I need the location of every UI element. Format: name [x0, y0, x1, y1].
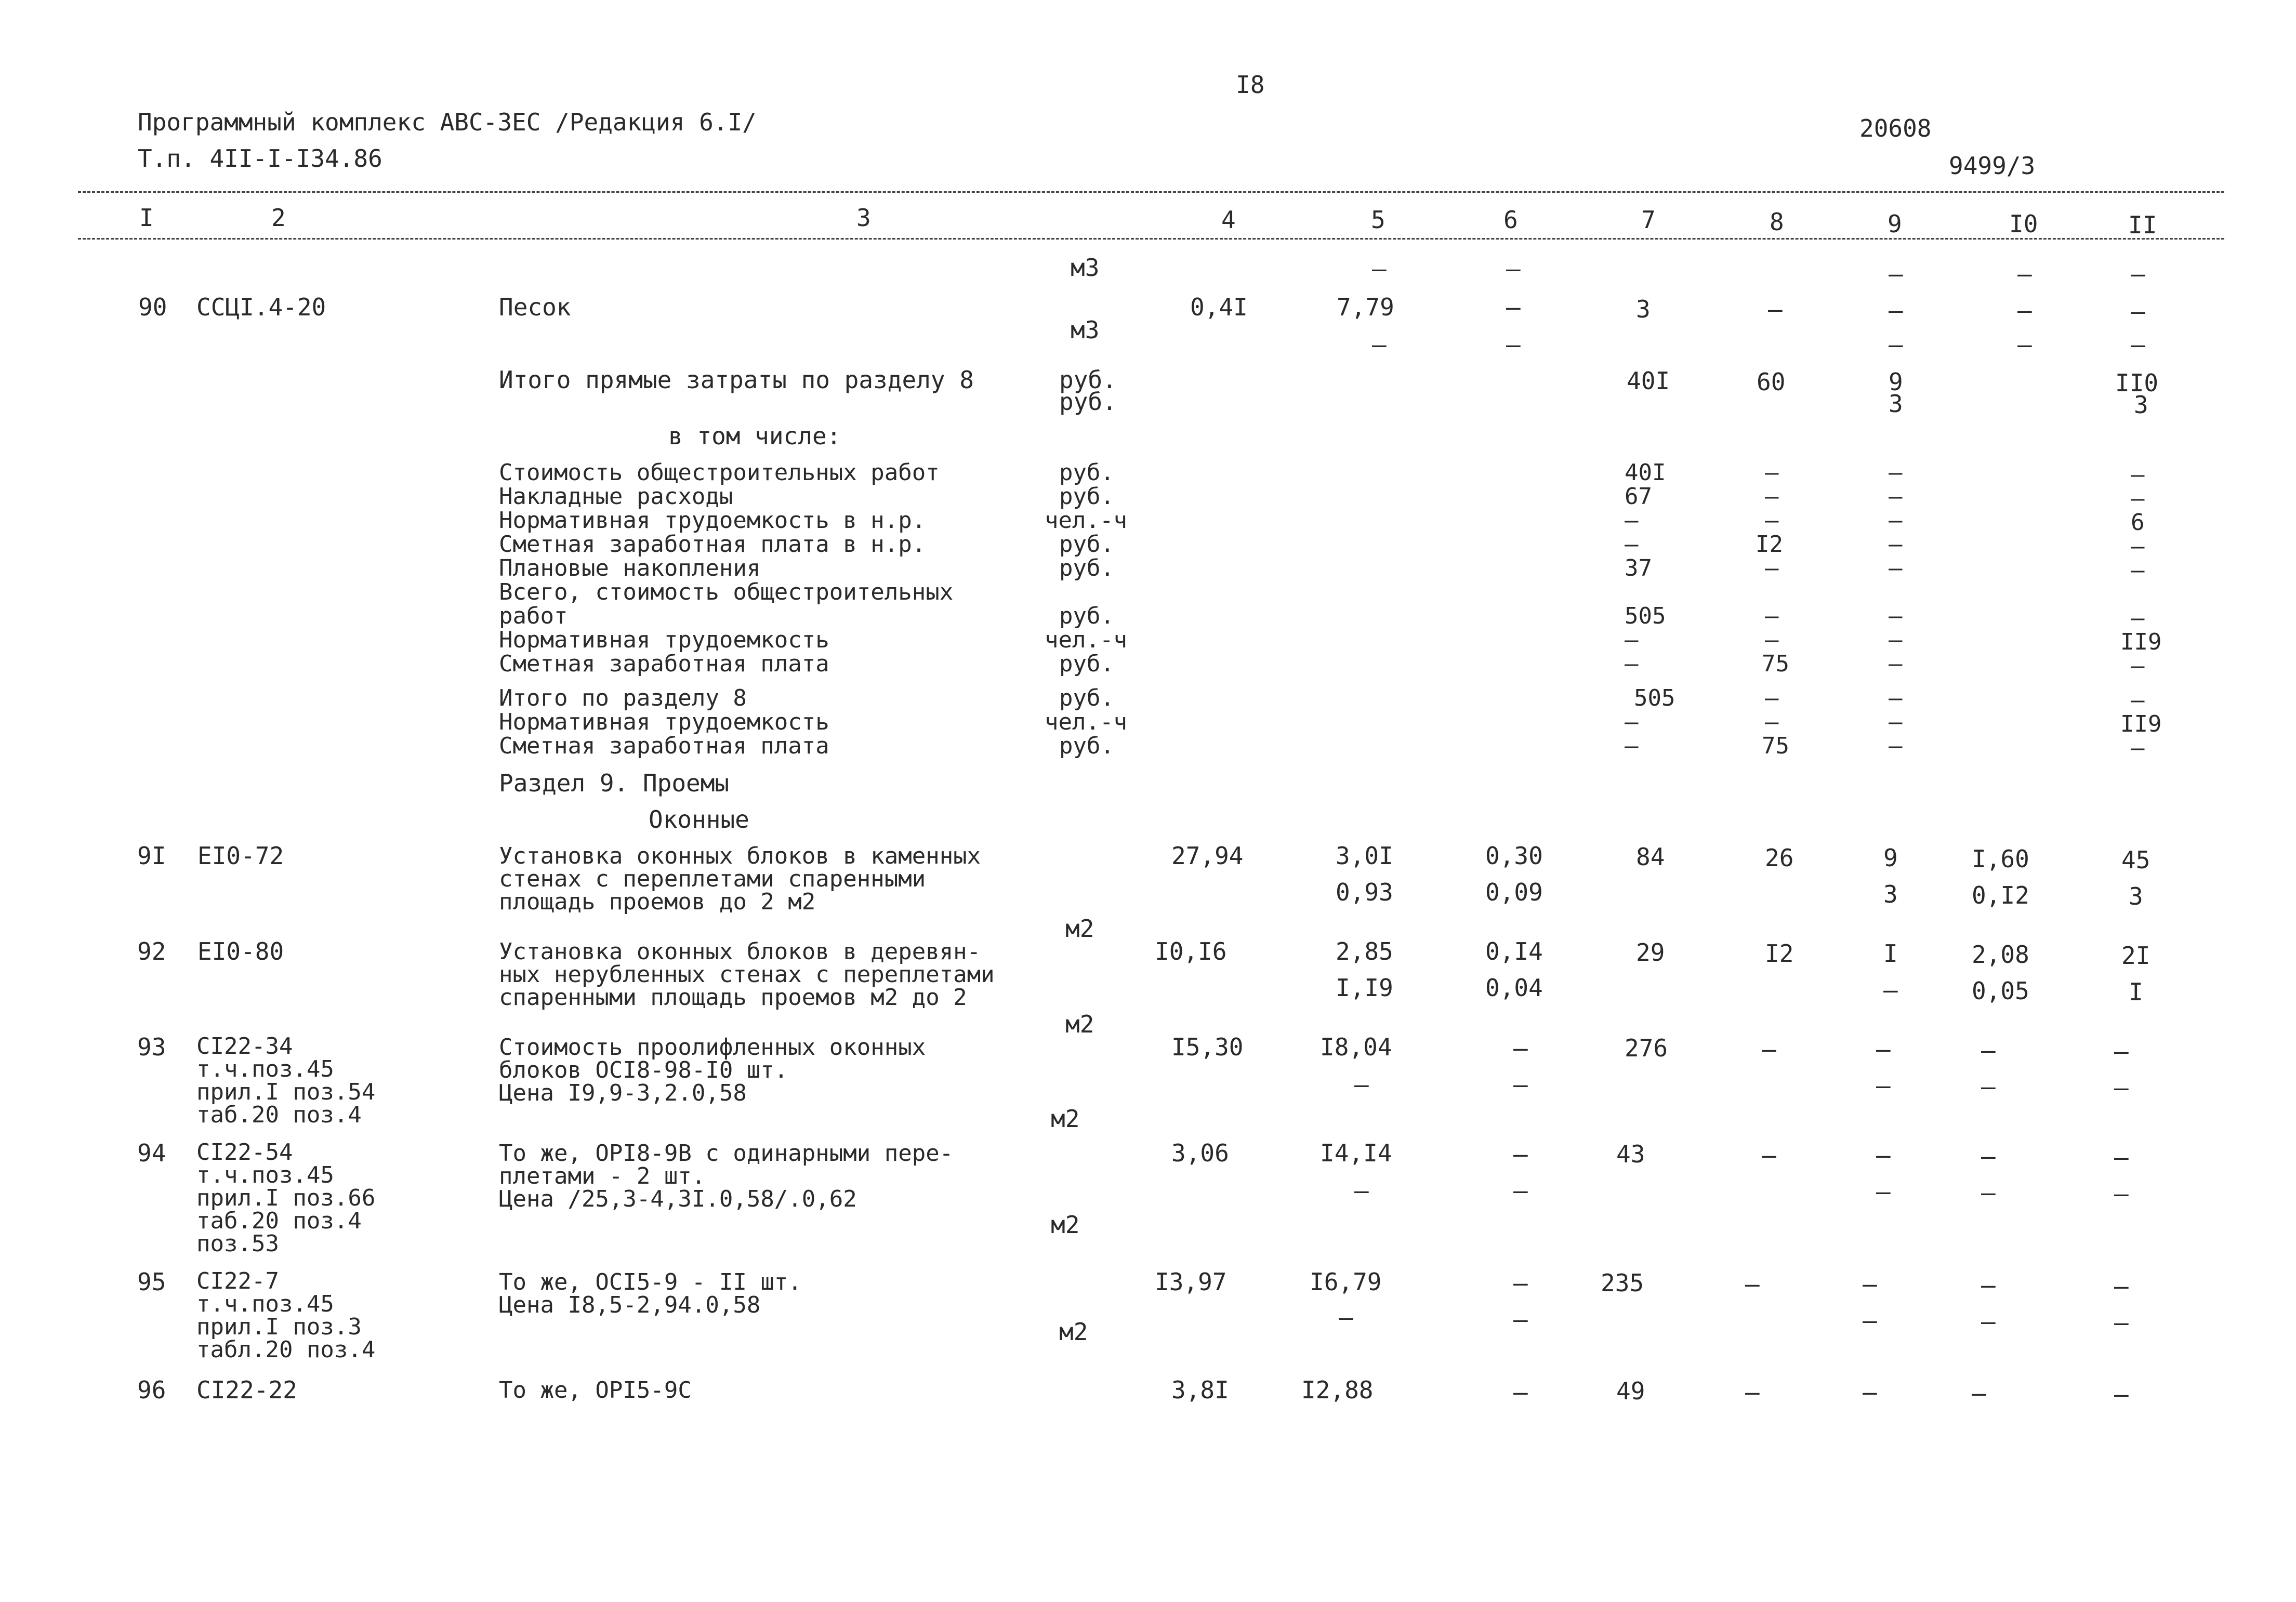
table-cell: – [2131, 533, 2145, 560]
table-cell: – [1883, 976, 1898, 1004]
table-cell-unit: руб. [1059, 733, 1114, 759]
table-cell: – [1745, 1378, 1760, 1406]
table-cell: II9 [2120, 629, 2162, 655]
table-cell-unit: руб. [1059, 651, 1114, 677]
table-cell: 3,06 [1171, 1139, 1229, 1167]
table-cell: – [2114, 1380, 2129, 1408]
table-cell: 3 [2134, 391, 2148, 419]
table-cell: – [2114, 1180, 2129, 1208]
table-cell: – [1876, 1177, 1891, 1206]
table-cell: 6 [2131, 509, 2145, 536]
table-cell: 45 [2121, 846, 2150, 874]
table-cell: I2,88 [1301, 1376, 1374, 1404]
table-cell-unit: чел.-ч [1045, 627, 1127, 653]
row-description-cont: блоков ОСI8-98-I0 шт. [499, 1057, 788, 1083]
row-description: Установка оконных блоков в деревян- [499, 938, 981, 965]
table-cell: 0,I4 [1485, 937, 1543, 965]
table-cell: – [1506, 330, 1521, 359]
table-cell: 505 [1625, 603, 1666, 629]
table-cell: 3 [1883, 880, 1898, 908]
row-description: Нормативная трудоемкость в н.р. [499, 507, 926, 534]
row-number: 94 [137, 1139, 166, 1167]
row-description-cont: Цена /25,3-4,3I.0,58/.0,62 [499, 1186, 857, 1212]
table-cell: 75 [1762, 733, 1789, 759]
project-number: Т.п. 4II-I-I34.86 [138, 144, 382, 173]
table-cell: – [1339, 1303, 1353, 1331]
program-title: Программный комплекс АВС-3ЕС /Редакция 6.I/ [138, 108, 757, 136]
table-cell: – [1889, 651, 1903, 677]
row-code-cont: т.ч.поз.45 [196, 1056, 334, 1082]
row-code: EI0-80 [197, 937, 284, 965]
table-cell: – [2114, 1037, 2129, 1065]
col-header-7: 7 [1641, 206, 1656, 234]
section-subheading: в том числе: [668, 422, 841, 450]
table-cell: I2 [1756, 531, 1783, 558]
table-cell-unit: руб. [1059, 459, 1114, 486]
table-cell: – [1981, 1271, 1996, 1299]
table-cell: – [1876, 1071, 1891, 1100]
table-cell: – [1889, 507, 1903, 534]
row-description-cont: работ [499, 603, 568, 629]
table-cell: – [1513, 1269, 1528, 1297]
row-description-cont: плетами - 2 шт. [499, 1163, 706, 1189]
table-cell: – [1889, 531, 1903, 558]
row-description-cont: стенах с переплетами спаренными [499, 866, 926, 892]
table-cell: 2,08 [1972, 941, 2029, 969]
table-cell: – [2114, 1143, 2129, 1171]
table-cell: – [1745, 1270, 1760, 1298]
table-cell: 3 [2129, 882, 2143, 910]
row-code-cont: прил.I поз.66 [196, 1185, 376, 1211]
section-heading: Раздел 9. Проемы [499, 769, 730, 797]
col-header-2: 2 [271, 204, 286, 232]
table-cell: 9 [1883, 844, 1898, 872]
table-cell: – [2131, 260, 2145, 288]
table-cell: I0,I6 [1155, 937, 1227, 965]
table-cell: – [1765, 507, 1779, 534]
table-cell: – [1762, 1141, 1776, 1169]
row-number: 93 [137, 1033, 166, 1061]
row-description-cont: спаренными площадь проемов м2 до 2 [499, 984, 967, 1011]
table-cell: 40I [1625, 459, 1666, 486]
row-code: ССЦI.4-20 [196, 293, 326, 321]
header-rule-bottom [78, 238, 2224, 240]
table-cell: 0,05 [1972, 977, 2029, 1005]
table-cell: – [1972, 1379, 1986, 1407]
table-cell: 2,85 [1336, 937, 1393, 965]
table-cell: 0,30 [1485, 842, 1543, 870]
table-cell: I [2129, 978, 2143, 1006]
table-cell: – [1889, 603, 1903, 629]
table-cell-unit: руб. [1059, 555, 1114, 581]
table-cell: 276 [1625, 1034, 1668, 1062]
table-cell: 84 [1636, 843, 1665, 871]
table-cell: – [2017, 296, 2032, 324]
table-cell-unit: руб. [1059, 388, 1117, 416]
table-cell: – [1354, 1070, 1369, 1098]
table-cell: – [1513, 1176, 1528, 1204]
table-cell-unit: м2 [1051, 1211, 1080, 1239]
row-description-cont: площадь проемов до 2 м2 [499, 889, 816, 915]
table-cell: I8,04 [1320, 1033, 1392, 1061]
table-cell: – [1889, 296, 1903, 324]
table-cell: – [1981, 1036, 1996, 1064]
table-cell: – [1981, 1307, 1996, 1335]
table-cell: I6,79 [1310, 1268, 1382, 1296]
table-cell: – [1625, 507, 1639, 534]
table-cell: II0 [2115, 369, 2159, 397]
row-description-cont: Цена I8,5-2,94.0,58 [499, 1292, 761, 1318]
sheet-number: 9499/3 [1949, 152, 2036, 180]
table-cell: 3 [1636, 295, 1651, 323]
table-cell: – [1372, 255, 1387, 283]
table-cell: – [2131, 557, 2145, 584]
table-cell: – [1863, 1270, 1877, 1298]
row-description: Сметная заработная плата в н.р. [499, 531, 926, 558]
table-cell: – [2131, 687, 2145, 713]
row-description: Сметная заработная плата [499, 733, 829, 759]
table-cell: 0,93 [1336, 878, 1393, 906]
row-code-cont: т.ч.поз.45 [196, 1291, 334, 1317]
table-cell: 235 [1601, 1269, 1644, 1297]
table-cell: 9 [1889, 368, 1903, 396]
table-cell: 43 [1616, 1140, 1645, 1168]
table-cell: 29 [1636, 938, 1665, 967]
table-cell: – [1513, 1034, 1528, 1062]
table-cell: – [1762, 1035, 1776, 1063]
table-cell: – [1889, 260, 1903, 288]
col-header-9: 9 [1888, 210, 1902, 238]
row-number: 92 [137, 937, 166, 965]
row-code-cont: прил.I поз.3 [196, 1314, 362, 1340]
row-description: Итого прямые затраты по разделу 8 [499, 366, 974, 394]
doc-number: 20608 [1859, 114, 1932, 142]
table-cell-unit: чел.-ч [1045, 507, 1127, 534]
table-cell: – [1506, 293, 1521, 321]
row-description: Стоимость общестроительных работ [499, 459, 940, 486]
table-cell: – [2131, 605, 2145, 631]
col-header-6: 6 [1503, 206, 1518, 234]
row-description-cont: Цена I9,9-3,2.0,58 [499, 1080, 747, 1106]
table-cell: – [1876, 1141, 1891, 1169]
col-header-10: I0 [2009, 210, 2038, 238]
table-cell-unit: руб. [1059, 603, 1114, 629]
row-code-cont: прил.I поз.54 [196, 1079, 376, 1105]
table-cell: 60 [1757, 368, 1786, 396]
table-cell: – [1768, 295, 1783, 323]
row-number: 96 [137, 1376, 166, 1404]
table-cell: – [2114, 1308, 2129, 1336]
table-cell: I5,30 [1171, 1033, 1244, 1061]
table-cell: – [1513, 1140, 1528, 1168]
row-code-cont: поз.53 [196, 1230, 279, 1257]
table-cell: 27,94 [1171, 842, 1244, 870]
table-cell: – [1513, 1305, 1528, 1333]
table-cell: – [1506, 255, 1521, 283]
table-cell: I3,97 [1155, 1268, 1227, 1296]
header-rule-top [78, 191, 2224, 193]
table-cell-unit: м2 [1065, 1010, 1094, 1038]
table-cell: – [2131, 485, 2145, 512]
table-cell-unit: м3 [1071, 254, 1100, 282]
table-cell: – [1765, 483, 1779, 510]
col-header-1: I [139, 204, 154, 232]
table-cell: – [2114, 1074, 2129, 1102]
row-code: CI22-22 [196, 1376, 297, 1404]
table-cell: – [1765, 459, 1779, 486]
col-header-8: 8 [1770, 208, 1784, 236]
row-code: CI22-7 [196, 1268, 279, 1294]
row-description: Всего, стоимость общестроительных [499, 579, 954, 605]
table-cell: – [1625, 651, 1639, 677]
row-description-cont: ных нерубленных стенах с переплетами [499, 961, 995, 988]
table-cell: – [1889, 483, 1903, 510]
table-cell: – [2131, 461, 2145, 488]
row-description: Сметная заработная плата [499, 651, 829, 677]
table-cell: – [1354, 1176, 1369, 1204]
col-header-4: 4 [1221, 206, 1236, 234]
table-cell-unit: руб. [1059, 685, 1114, 711]
row-code-cont: т.ч.поз.45 [196, 1162, 334, 1188]
table-cell: – [1889, 459, 1903, 486]
row-description: Песок [499, 293, 571, 321]
row-code-cont: таб.20 поз.4 [196, 1208, 362, 1234]
row-code-cont: табл.20 поз.4 [196, 1336, 376, 1363]
table-cell: 0,4I [1190, 293, 1248, 321]
table-cell: – [1981, 1073, 1996, 1101]
table-cell: – [1765, 627, 1779, 653]
table-cell: 0,04 [1485, 974, 1543, 1002]
page-number: I8 [1236, 71, 1265, 99]
table-cell-unit: м2 [1051, 1105, 1080, 1133]
table-cell: – [1765, 685, 1779, 711]
row-description: Плановые накопления [499, 555, 761, 581]
table-cell: – [1889, 627, 1903, 653]
table-cell: – [1889, 555, 1903, 581]
table-cell-unit: руб. [1059, 483, 1114, 510]
table-cell: I4,I4 [1320, 1139, 1392, 1167]
table-cell: 67 [1625, 483, 1652, 510]
table-cell: – [2131, 330, 2145, 359]
table-cell: – [1765, 603, 1779, 629]
table-cell: 3,8I [1171, 1376, 1229, 1404]
table-cell: – [2114, 1272, 2129, 1300]
table-cell-unit: м2 [1059, 1318, 1088, 1346]
table-cell-unit: руб. [1059, 366, 1117, 394]
table-cell: – [1765, 709, 1779, 735]
table-cell: – [2131, 735, 2145, 761]
table-cell: 3,0I [1336, 842, 1393, 870]
row-description: Итого по разделу 8 [499, 685, 747, 711]
row-code-cont: таб.20 поз.4 [196, 1102, 362, 1128]
table-cell: – [1625, 531, 1639, 558]
row-number: 9I [137, 842, 166, 870]
row-code: EI0-72 [197, 842, 284, 870]
table-cell: 505 [1634, 685, 1675, 711]
table-cell: 49 [1616, 1377, 1645, 1405]
table-cell: 0,09 [1485, 878, 1543, 906]
col-header-3: 3 [856, 204, 871, 232]
table-cell: I [1883, 939, 1898, 968]
table-cell: 26 [1765, 844, 1794, 872]
table-cell: – [2017, 330, 2032, 359]
table-cell: – [1513, 1070, 1528, 1098]
row-number: 95 [137, 1268, 166, 1296]
table-cell-unit: чел.-ч [1045, 709, 1127, 735]
table-cell: – [2017, 260, 2032, 288]
table-cell: I,60 [1972, 845, 2029, 873]
table-cell: – [1863, 1378, 1877, 1406]
table-cell: – [1765, 555, 1779, 581]
table-cell: 2I [2121, 942, 2150, 970]
row-code: CI22-34 [196, 1033, 293, 1060]
col-header-5: 5 [1371, 206, 1385, 234]
table-cell: – [1981, 1142, 1996, 1170]
section-subheading: Оконные [649, 805, 749, 833]
table-cell: 3 [1889, 390, 1903, 418]
table-cell: – [1863, 1306, 1877, 1334]
table-cell: – [1625, 627, 1639, 653]
row-description: То же, ОРI5-9С [499, 1377, 692, 1404]
table-cell: – [2131, 653, 2145, 679]
row-description: То же, ОРI8-9В с одинарными пере- [499, 1140, 954, 1167]
row-description: То же, ОСI5-9 - II шт. [499, 1269, 802, 1295]
table-cell: – [1625, 709, 1639, 735]
table-cell: – [1981, 1179, 1996, 1207]
table-cell: – [1876, 1035, 1891, 1063]
table-cell: – [1889, 709, 1903, 735]
col-header-11: II [2128, 211, 2157, 239]
table-cell: I,I9 [1336, 974, 1393, 1002]
row-description: Нормативная трудоемкость [499, 709, 829, 735]
table-cell: 7,79 [1337, 293, 1394, 321]
table-cell: 75 [1762, 651, 1789, 677]
row-description: Накладные расходы [499, 483, 733, 510]
table-cell-unit: м3 [1071, 316, 1100, 344]
table-cell: – [1372, 330, 1387, 359]
row-description: Нормативная трудоемкость [499, 627, 829, 653]
table-cell: – [1889, 733, 1903, 759]
table-cell: – [1625, 733, 1639, 759]
row-description: Установка оконных блоков в каменных [499, 843, 981, 869]
row-number: 90 [138, 293, 167, 321]
table-cell: 0,I2 [1972, 881, 2029, 909]
table-cell: – [2131, 297, 2145, 325]
table-cell: 40I [1627, 367, 1670, 395]
table-cell: 37 [1625, 555, 1652, 581]
table-cell: – [1513, 1378, 1528, 1406]
row-description: Стоимость проолифленных оконных [499, 1034, 926, 1061]
table-cell: I2 [1765, 939, 1794, 968]
table-cell-unit: руб. [1059, 531, 1114, 558]
table-cell: II9 [2120, 711, 2162, 737]
table-cell: – [1889, 685, 1903, 711]
table-cell-unit: м2 [1065, 915, 1094, 943]
table-cell: – [1889, 330, 1903, 359]
row-code: CI22-54 [196, 1139, 293, 1166]
